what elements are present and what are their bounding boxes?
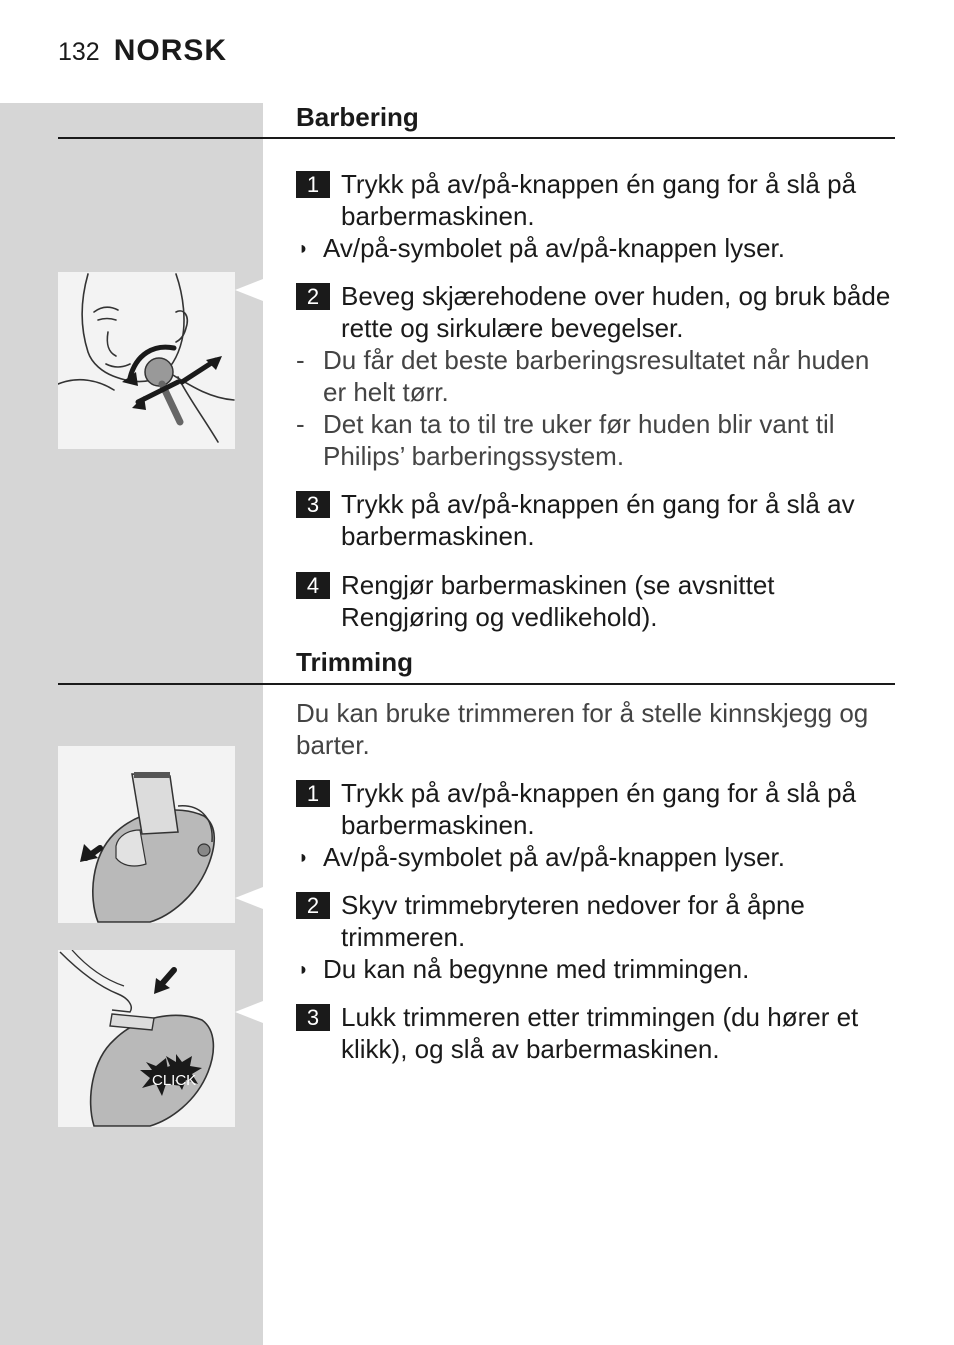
step-item: [296, 1001, 894, 1065]
step-number: 2: [296, 283, 330, 310]
step-number: 2: [296, 892, 330, 919]
section-rule: [58, 683, 895, 685]
step-number: 3: [296, 491, 330, 518]
language-heading: NORSK: [113, 34, 228, 67]
step-item: [296, 889, 894, 953]
illustration-pointer: [235, 887, 263, 909]
step-text: Beveg skjærehodene over huden, og bruk både rette og sirkulære bevegelser.: [341, 281, 891, 343]
step-number: 1: [296, 780, 330, 807]
illustration-pointer: [235, 279, 263, 301]
result-item: [296, 841, 894, 873]
note-text: Det kan ta to til tre uker før huden blir vant til Philips’ barberingssystem.: [323, 409, 835, 471]
dash-icon: -: [296, 345, 305, 375]
page-number: 132: [58, 38, 100, 66]
step-text: Rengjør barbermaskinen (se avsnittet Rengjøring og vedlikehold).: [341, 570, 775, 632]
result-text: Av/på-symbolet på av/på-knappen lyser.: [323, 233, 786, 263]
step-item: [296, 168, 894, 232]
open-trimmer-illustration: [58, 746, 235, 923]
note-item: [296, 344, 894, 408]
result-item: [296, 232, 894, 264]
section-title-shaving: Barbering: [296, 102, 419, 132]
dash-icon: -: [296, 409, 305, 439]
step-number: 1: [296, 171, 330, 198]
step-item: [296, 569, 894, 633]
right-half-disc-icon: ◗: [298, 959, 309, 979]
step-number: 4: [296, 572, 330, 599]
step-text: Trykk på av/på-knappen én gang for å slå av barbermaskinen.: [341, 489, 855, 551]
right-half-disc-icon: ◗: [298, 847, 309, 867]
illustration-pointer: [235, 1001, 263, 1023]
step-text: Skyv trimmebryteren nedover for å åpne trimmeren.: [341, 890, 805, 952]
section-title-trimming: Trimming: [296, 647, 414, 677]
step-text: Trykk på av/på-knappen én gang for å slå på barbermaskinen.: [341, 169, 857, 231]
step-item: [296, 280, 894, 344]
result-text: Av/på-symbolet på av/på-knappen lyser.: [323, 842, 786, 872]
shaving-face-illustration: [58, 272, 235, 449]
step-number: 3: [296, 1004, 330, 1031]
trimming-intro: Du kan bruke trimmeren for å stelle kinnskjegg og barter.: [296, 698, 869, 760]
section-rule: [58, 137, 895, 139]
step-text: Lukk trimmeren etter trimmingen (du hører et klikk), og slå av barbermaskinen.: [341, 1002, 859, 1064]
page-header: [58, 34, 227, 74]
step-text: Trykk på av/på-knappen én gang for å slå på barbermaskinen.: [341, 778, 857, 840]
step-item: [296, 488, 894, 552]
result-text: Du kan nå begynne med trimmingen.: [323, 954, 750, 984]
note-text: Du får det beste barberingsresultatet når huden er helt tørr.: [323, 345, 870, 407]
note-item: [296, 408, 894, 472]
result-item: [296, 953, 894, 985]
click-label: CLICK: [152, 1072, 197, 1089]
step-item: [296, 777, 894, 841]
right-half-disc-icon: ◗: [298, 238, 309, 258]
close-trimmer-illustration: [58, 950, 235, 1127]
